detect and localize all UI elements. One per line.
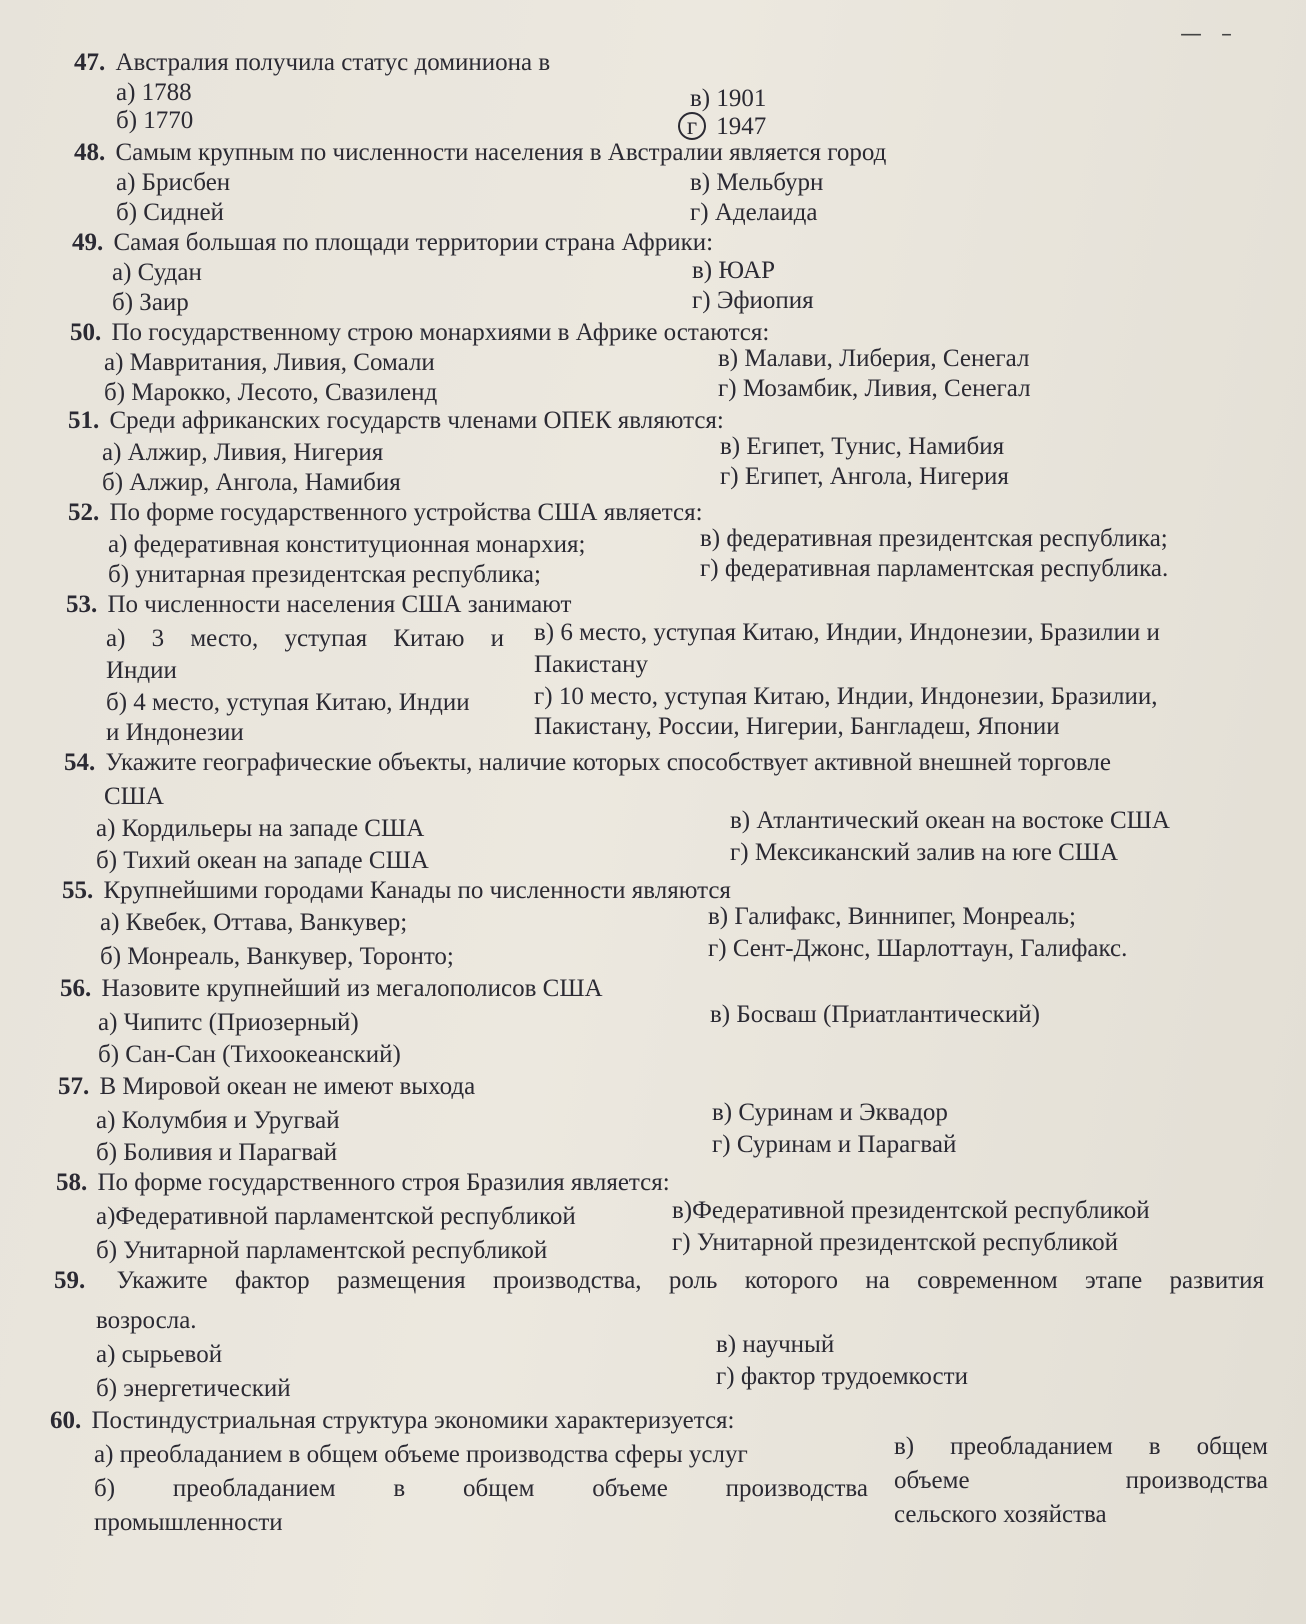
option-g: г) Мексиканский залив на юге США bbox=[730, 839, 1119, 866]
option-b: б) Монреаль, Ванкувер, Торонто; bbox=[100, 943, 454, 970]
question-number: 47. bbox=[74, 49, 106, 76]
question-number: 54. bbox=[64, 749, 96, 776]
option-g: г) Унитарной президентской республикой bbox=[672, 1229, 1119, 1256]
question-60 bbox=[50, 1406, 735, 1436]
option-v: в) федеративная президентская республика; bbox=[700, 525, 1168, 552]
answer-circle-mark: г bbox=[678, 112, 706, 140]
question-text: Назовите крупнейший из мегалополисов США bbox=[101, 975, 603, 1002]
question-text-continued: возросла. bbox=[96, 1307, 197, 1334]
option-g: г) Сент-Джонс, Шарлоттаун, Галифакс. bbox=[708, 935, 1128, 962]
option-v-line3: сельского хозяйства bbox=[894, 1501, 1107, 1528]
question-text-continued: США bbox=[104, 783, 164, 810]
option-v-line1: в) преобладанием в общем bbox=[894, 1433, 1268, 1460]
question-text: Укажите фактор размещения производства, роль которого на современном этапе развития bbox=[116, 1267, 1264, 1294]
option-b: б) Сидней bbox=[116, 199, 224, 226]
question-text: Укажите географические объекты, наличие которых способствует активной внешней торговле bbox=[105, 749, 1111, 776]
option-v: в) Мельбурн bbox=[690, 169, 824, 196]
option-b-line1: б) преобладанием в общем объеме производства bbox=[94, 1475, 868, 1502]
option-b: б) Алжир, Ангола, Намибия bbox=[102, 469, 401, 496]
option-g: г) федеративная парламентская республика. bbox=[700, 555, 1169, 582]
option-b: б) Марокко, Лесото, Свазиленд bbox=[104, 379, 438, 406]
option-b: б) энергетический bbox=[96, 1375, 291, 1402]
question-number: 59. bbox=[54, 1267, 86, 1294]
option-b: б) унитарная президентская республика; bbox=[108, 561, 541, 588]
question-number: 49. bbox=[72, 229, 104, 256]
option-a: а) Чипитс (Приозерный) bbox=[98, 1009, 359, 1036]
question-text: Постиндустриальная структура экономики характеризуется: bbox=[91, 1407, 735, 1434]
option-g-line1: г) 10 место, уступая Китаю, Индии, Индонезии, Бразилии, bbox=[534, 683, 1158, 710]
question-number: 48. bbox=[74, 139, 106, 166]
option-a: а)Федеративной парламентской республикой bbox=[96, 1203, 576, 1230]
option-a: а) Мавритания, Ливия, Сомали bbox=[104, 349, 435, 376]
option-v: в) Босваш (Приатлантический) bbox=[710, 1001, 1040, 1028]
option-b: б) Сан-Сан (Тихоокеанский) bbox=[98, 1041, 401, 1068]
question-number: 53. bbox=[66, 591, 98, 618]
option-g: г) фактор трудоемкости bbox=[716, 1363, 968, 1390]
question-number: 51. bbox=[68, 407, 100, 434]
option-a-line1: а) 3 место, уступая Китаю и bbox=[106, 625, 504, 652]
option-v: в) Суринам и Эквадор bbox=[712, 1099, 948, 1126]
option-a: а) Кордильеры на западе США bbox=[96, 815, 425, 842]
question-56 bbox=[60, 974, 603, 1004]
question-text: Среди африканских государств членами ОПЕК являются: bbox=[109, 407, 724, 434]
question-number: 52. bbox=[68, 499, 100, 526]
option-v-line1: в) 6 место, уступая Китаю, Индии, Индонезии, Бразилии и bbox=[534, 619, 1160, 646]
question-50 bbox=[70, 318, 769, 348]
question-51 bbox=[68, 406, 724, 436]
option-g: г) Египет, Ангола, Нигерия bbox=[720, 463, 1009, 490]
option-g-line2: Пакистану, России, Нигерии, Бангладеш, Японии bbox=[534, 713, 1060, 740]
option-b-line1: б) 4 место, уступая Китаю, Индии bbox=[106, 689, 470, 716]
option-v: в)Федеративной президентской республикой bbox=[672, 1197, 1150, 1224]
question-text: Самым крупным по численности населения в Австралии является город bbox=[115, 139, 887, 166]
question-text: Австралия получила статус доминиона в bbox=[115, 49, 551, 76]
option-b: б) Унитарной парламентской республикой bbox=[96, 1237, 548, 1264]
question-55 bbox=[62, 876, 731, 906]
option-g: г) Мозамбик, Ливия, Сенегал bbox=[718, 375, 1031, 402]
option-a-line2: Индии bbox=[106, 657, 177, 684]
question-number: 60. bbox=[50, 1407, 82, 1434]
question-52 bbox=[68, 498, 703, 528]
question-number: 50. bbox=[70, 319, 102, 346]
question-number: 57. bbox=[58, 1073, 90, 1100]
option-g: г) Эфиопия bbox=[692, 287, 814, 314]
question-text: В Мировой океан не имеют выхода bbox=[99, 1073, 476, 1100]
question-58 bbox=[56, 1168, 670, 1198]
option-a: а) преобладанием в общем объеме производства сферы услуг bbox=[94, 1441, 748, 1468]
question-text: Крупнейшими городами Канады по численности являются bbox=[103, 877, 731, 904]
option-v: в) научный bbox=[716, 1331, 835, 1358]
option-v: в) Малави, Либерия, Сенегал bbox=[718, 345, 1030, 372]
option-b-line2: и Индонезии bbox=[106, 719, 244, 746]
question-47 bbox=[74, 48, 550, 78]
option-b: б) Заир bbox=[112, 289, 189, 316]
option-v: в) Атлантический океан на востоке США bbox=[730, 807, 1170, 834]
option-a: а) сырьевой bbox=[96, 1341, 223, 1368]
question-57 bbox=[58, 1072, 475, 1102]
option-v: в) ЮАР bbox=[692, 257, 776, 284]
option-b: б) Боливия и Парагвай bbox=[96, 1139, 338, 1166]
question-text: Самая большая по площади территории страна Африки: bbox=[113, 229, 714, 256]
option-g-value: 1947 bbox=[716, 113, 767, 140]
question-number: 56. bbox=[60, 975, 92, 1002]
question-59 bbox=[54, 1266, 1264, 1296]
option-g: г) Суринам и Парагвай bbox=[712, 1131, 957, 1158]
option-b: б) 1770 bbox=[116, 107, 194, 134]
option-v: в) Галифакс, Виннипег, Монреаль; bbox=[708, 903, 1076, 930]
option-a: а) федеративная конституционная монархия; bbox=[108, 531, 586, 558]
option-a: а) Брисбен bbox=[116, 169, 231, 196]
option-v-line2: объеме производства bbox=[894, 1467, 1268, 1494]
corner-pen-mark: — – bbox=[1180, 22, 1238, 47]
option-a: а) Судан bbox=[112, 259, 202, 286]
question-54 bbox=[64, 748, 1111, 778]
option-v-line2: Пакистану bbox=[534, 651, 648, 678]
question-text: По форме государственного строя Бразилия является: bbox=[97, 1169, 670, 1196]
option-b-line2: промышленности bbox=[94, 1509, 283, 1536]
option-a: а) Квебек, Оттава, Ванкувер; bbox=[100, 909, 408, 936]
option-b: б) Тихий океан на западе США bbox=[96, 847, 429, 874]
question-number: 58. bbox=[56, 1169, 88, 1196]
option-v: в) 1901 bbox=[690, 85, 767, 112]
question-text: По государственному строю монархиями в Африке остаются: bbox=[111, 319, 770, 346]
option-v: в) Египет, Тунис, Намибия bbox=[720, 433, 1005, 460]
question-text: По численности населения США занимают bbox=[107, 591, 572, 618]
question-48 bbox=[74, 138, 886, 168]
option-a: а) Алжир, Ливия, Нигерия bbox=[102, 439, 384, 466]
option-g: г) Аделаида bbox=[690, 199, 818, 226]
option-a: а) Колумбия и Уругвай bbox=[96, 1107, 340, 1134]
question-number: 55. bbox=[62, 877, 94, 904]
option-a: а) 1788 bbox=[116, 79, 192, 106]
question-text: По форме государственного устройства США является: bbox=[109, 499, 703, 526]
question-49 bbox=[72, 228, 713, 258]
question-53 bbox=[66, 590, 571, 620]
